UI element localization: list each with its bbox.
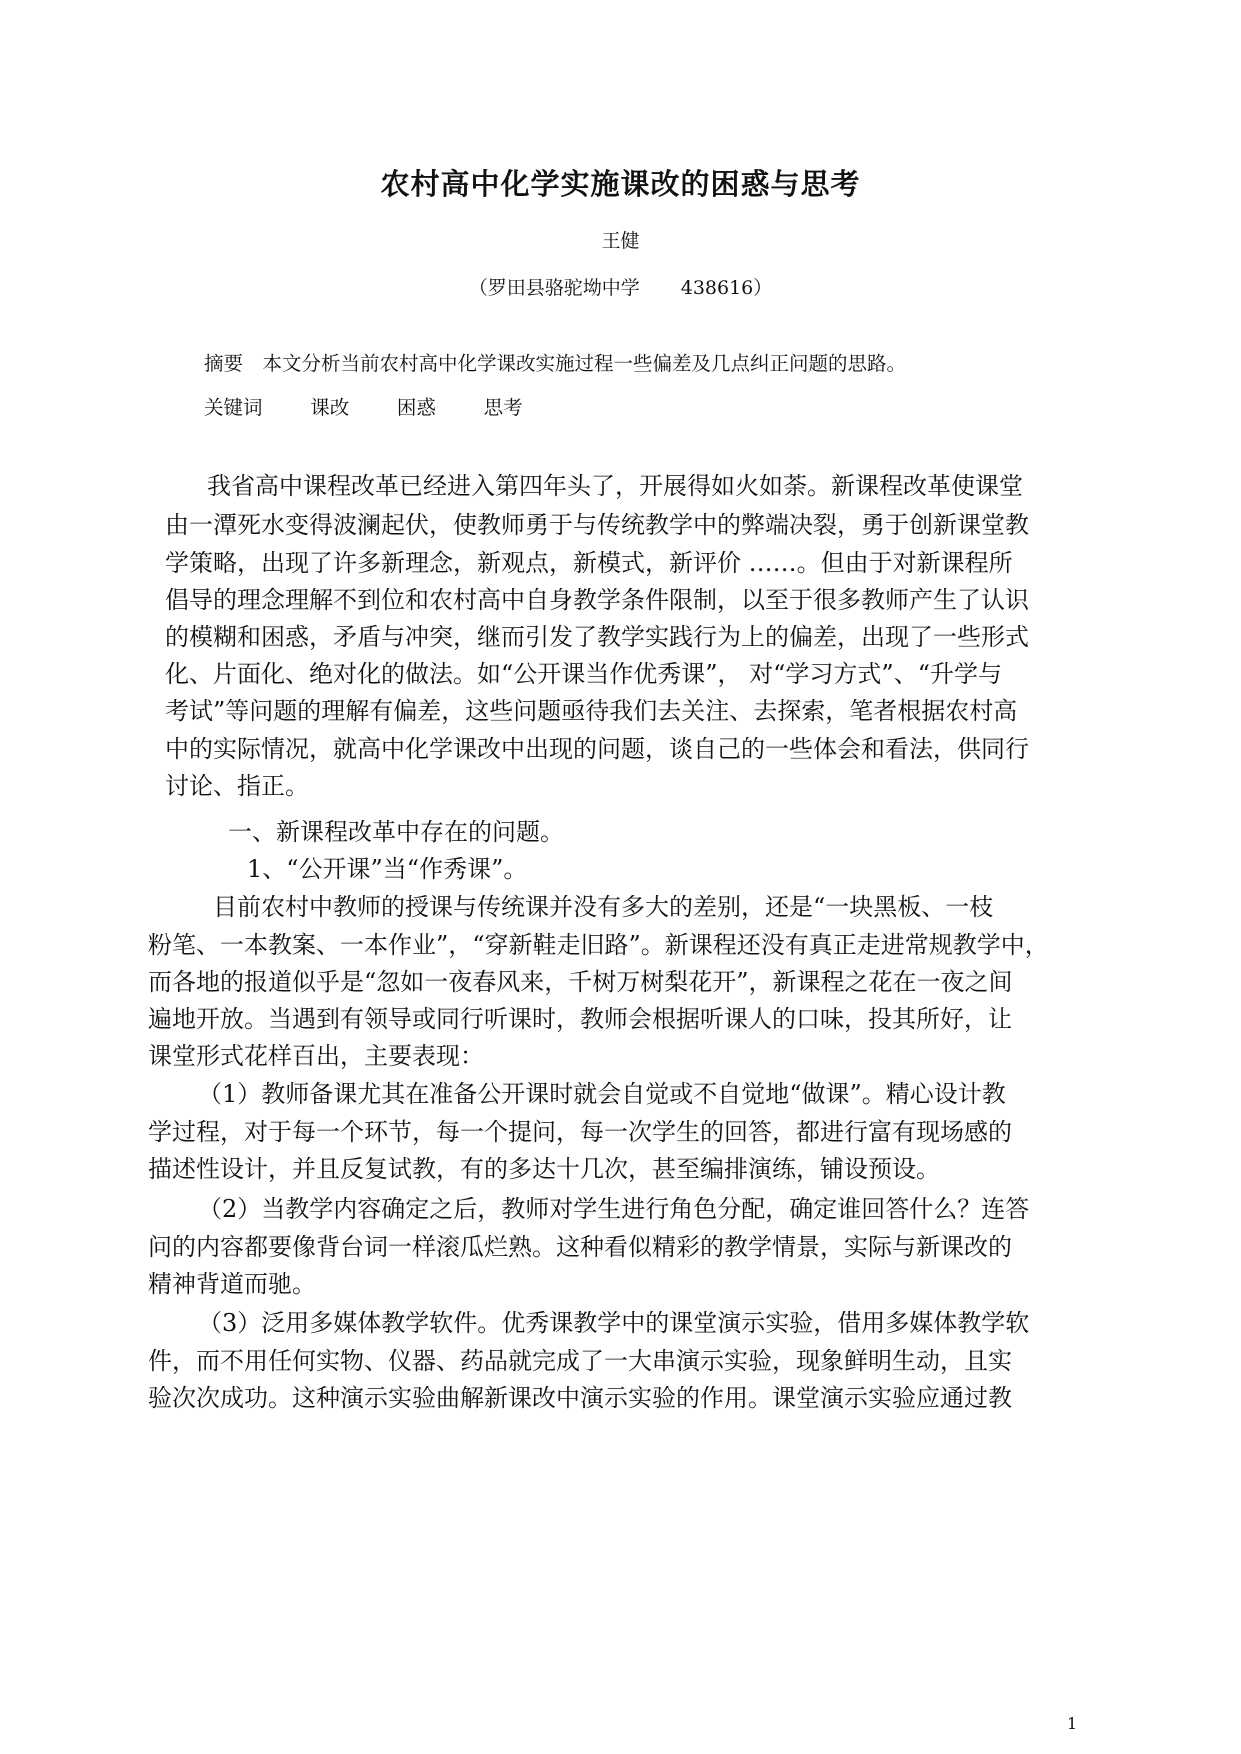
paragraph-line: （3）泛用多媒体教学软件。优秀课教学中的课堂演示实验，借用多媒体教学软 — [198, 1309, 1030, 1337]
paragraph-line: 考试”等问题的理解有偏差，这些问题亟待我们去关注、去探索，笔者根据农村高 — [165, 697, 1018, 725]
paragraph-line: 而各地的报道似乎是“忽如一夜春风来，千树万树梨花开”，新课程之花在一夜之间 — [148, 968, 1013, 996]
paragraph-line: （2）当教学内容确定之后，教师对学生进行角色分配，确定谁回答什么？连答 — [198, 1195, 1030, 1223]
document-title: 农村高中化学实施课改的困惑与思考 — [380, 167, 861, 201]
paragraph-line: 粉笔、一本教案、一本作业”，“穿新鞋走旧路”。新课程还没有真正走进常规教学中， — [148, 931, 1049, 959]
paragraph-line: 课堂形式花样百出，主要表现： — [148, 1042, 484, 1070]
paragraph-line: 的模糊和困惑，矛盾与冲突，继而引发了教学实践行为上的偏差，出现了一些形式 — [165, 623, 1029, 651]
author-affiliation: （罗田县骆驼坳中学 438616） — [468, 277, 773, 299]
paragraph-line: 问的内容都要像背台词一样滚瓜烂熟。这种看似精彩的教学情景，实际与新课改的 — [148, 1233, 1012, 1261]
paragraph-line: 我省高中课程改革已经进入第四年头了，开展得如火如荼。新课程改革使课堂 — [207, 472, 1023, 500]
paragraph-line: 验次次成功。这种演示实验曲解新课改中演示实验的作用。课堂演示实验应通过教 — [148, 1384, 1012, 1412]
paragraph-line: 化、片面化、绝对化的做法。如“公开课当作优秀课”， 对“学习方式”、“升学与 — [165, 660, 1002, 688]
paragraph-line: 精神背道而驰。 — [148, 1270, 316, 1298]
paragraph-line: 学策略，出现了许多新理念，新观点，新模式，新评价 ……。但由于对新课程所 — [165, 549, 1013, 577]
paragraph-line: 中的实际情况，就高中化学课改中出现的问题，谈自己的一些体会和看法，供同行 — [165, 735, 1029, 763]
abstract: 摘要 本文分析当前农村高中化学课改实施过程一些偏差及几点纠正问题的思路。 — [204, 352, 907, 375]
paragraph-line: 讨论、指正。 — [165, 772, 309, 800]
keywords: 关键词 课改 困惑 思考 — [204, 396, 523, 419]
subsection-heading: 1、“公开课”当“作秀课”。 — [247, 855, 528, 883]
paragraph-line: 件，而不用任何实物、仪器、药品就完成了一大串演示实验，现象鲜明生动，且实 — [148, 1347, 1012, 1375]
paragraph-line: 目前农村中教师的授课与传统课并没有多大的差别，还是“一块黑板、一枝 — [213, 893, 994, 921]
paragraph-line: 由一潭死水变得波澜起伏，使教师勇于与传统教学中的弊端决裂，勇于创新课堂教 — [165, 511, 1029, 539]
author-name: 王健 — [601, 230, 640, 252]
paragraph-line: （1）教师备课尤其在准备公开课时就会自觉或不自觉地“做课”。精心设计教 — [198, 1080, 1006, 1108]
paragraph-line: 遍地开放。当遇到有领导或同行听课时，教师会根据听课人的口味，投其所好，让 — [148, 1005, 1012, 1033]
page-number: 1 — [1067, 1714, 1078, 1733]
paragraph-line: 倡导的理念理解不到位和农村高中自身教学条件限制，以至于很多教师产生了认识 — [165, 586, 1029, 614]
paragraph-line: 学过程，对于每一个环节，每一个提问，每一次学生的回答，都进行富有现场感的 — [148, 1118, 1012, 1146]
paragraph-line: 描述性设计，并且反复试教，有的多达十几次，甚至编排演练，铺设预设。 — [148, 1155, 940, 1183]
section-heading: 一、新课程改革中存在的问题。 — [228, 818, 564, 846]
